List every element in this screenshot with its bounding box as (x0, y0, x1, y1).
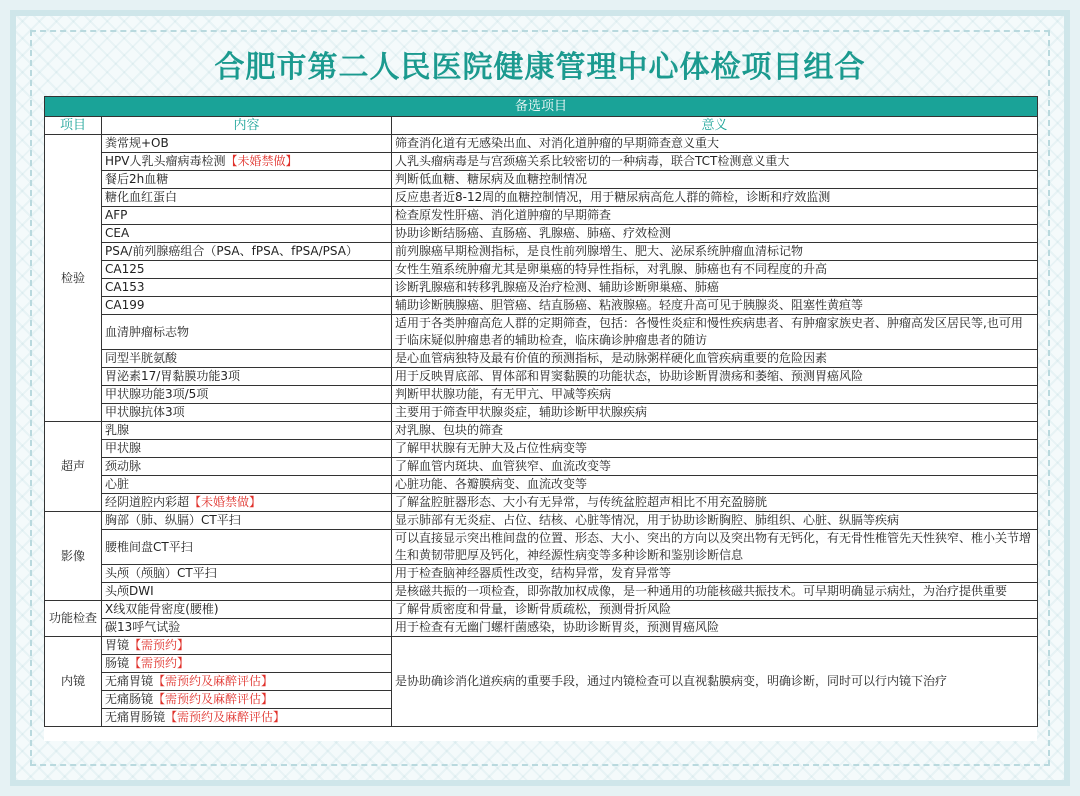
content-cell (102, 583, 392, 601)
table-row (45, 368, 1038, 386)
page-title: 合肥市第二人民医院健康管理中心体检项目组合 (214, 50, 866, 85)
item-name: 乳腺 (105, 423, 130, 437)
content-cell (102, 368, 392, 386)
category-cell: 检验 (45, 135, 102, 422)
item-name: AFP (105, 208, 128, 222)
meaning-cell: 对乳腺、包块的筛查 (392, 422, 1038, 440)
meaning-cell: 用于检查有无幽门螺杆菌感染，协助诊断胃炎，预测胃癌风险 (392, 619, 1038, 637)
meaning-cell: 了解甲状腺有无肿大及占位性病变等 (392, 440, 1038, 458)
table-row (45, 583, 1038, 601)
item-name: 碳13呼气试验 (105, 620, 181, 634)
table-row (45, 297, 1038, 315)
column-header-meaning: 意义 (392, 117, 1038, 135)
table-row (45, 189, 1038, 207)
table-row (45, 619, 1038, 637)
item-name: 头颅（颅脑）CT平扫 (105, 566, 217, 580)
item-name: 胸部（肺、纵膈）CT平扫 (105, 513, 241, 527)
meaning-cell: 主要用于筛查甲状腺炎症，辅助诊断甲状腺疾病 (392, 404, 1038, 422)
item-name: 无痛胃镜 (105, 674, 154, 688)
table-row (45, 315, 1038, 350)
table-row (45, 601, 1038, 619)
table-row (45, 207, 1038, 225)
content-cell (102, 171, 392, 189)
table-row (45, 153, 1038, 171)
item-name: 甲状腺功能3项/5项 (105, 387, 209, 401)
item-name: 肠镜 (105, 656, 130, 670)
table-row (45, 171, 1038, 189)
item-note: 【未婚禁做】 (189, 495, 262, 509)
meaning-cell: 判断甲状腺功能，有无甲亢、甲减等疾病 (392, 386, 1038, 404)
item-name: CA153 (105, 280, 145, 294)
content-cell (102, 243, 392, 261)
meaning-cell: 协助诊断结肠癌、直肠癌、乳腺癌、肺癌、疗效检测 (392, 225, 1038, 243)
item-name: 血清肿瘤标志物 (105, 324, 190, 339)
item-note: 【未婚禁做】 (225, 154, 298, 168)
item-name: CA199 (105, 298, 145, 312)
content-cell (102, 135, 392, 153)
item-name: 无痛肠镜 (105, 692, 154, 706)
meaning-cell: 了解血管内斑块、血管狭窄、血流改变等 (392, 458, 1038, 476)
content-cell (102, 494, 392, 512)
item-name: 胃镜 (105, 638, 130, 652)
meaning-cell: 可以直接显示突出椎间盘的位置、形态、大小、突出的方向以及突出物有无钙化，有无骨性椎管先天性狭窄、椎小关节增生和黄韧带肥厚及钙化，神经源性病变等多种诊断和鉴别诊断信息 (392, 530, 1038, 565)
content-cell (102, 350, 392, 368)
meaning-cell: 反应患者近8-12周的血糖控制情况，用于糖尿病高危人群的筛检，诊断和疗效监测 (392, 189, 1038, 207)
table-row (45, 422, 1038, 440)
content-cell (102, 637, 392, 655)
content-cell (102, 207, 392, 225)
item-note: 【需预约及麻醉评估】 (165, 710, 286, 724)
content-cell (102, 315, 392, 350)
table-row (45, 512, 1038, 530)
meaning-cell: 了解骨质密度和骨量，诊断骨质疏松，预测骨折风险 (392, 601, 1038, 619)
meaning-cell: 筛查消化道有无感染出血、对消化道肿瘤的早期筛查意义重大 (392, 135, 1038, 153)
item-name: PSA/前列腺癌组合（PSA、fPSA、fPSA/PSA） (105, 244, 358, 258)
item-name: CEA (105, 226, 130, 240)
item-name: X线双能骨密度(腰椎) (105, 602, 219, 616)
meaning-cell: 诊断乳腺癌和转移乳腺癌及治疗检测、辅助诊断卵巢癌、肺癌 (392, 279, 1038, 297)
content-cell (102, 476, 392, 494)
content-cell (102, 709, 392, 727)
item-note: 【需预约】 (129, 638, 190, 652)
content-cell (102, 619, 392, 637)
table-row (45, 440, 1038, 458)
table-row (45, 279, 1038, 297)
meaning-cell: 显示肺部有无炎症、占位、结核、心脏等情况，用于协助诊断胸腔、肺组织、心脏、纵膈等疾病 (392, 512, 1038, 530)
item-name: 同型半胱氨酸 (105, 351, 178, 365)
item-name: 甲状腺 (105, 441, 142, 455)
exam-items-table (44, 96, 1038, 727)
section-header: 备选项目 (45, 97, 1038, 117)
item-name: 颈动脉 (105, 459, 142, 473)
meaning-cell: 是核磁共振的一项检查，即弥散加权成像，是一种通用的功能核磁共振技术。可早期明确显示病灶，为治疗提供重要 (392, 583, 1038, 601)
item-name: CA125 (105, 262, 145, 276)
table-row (45, 404, 1038, 422)
item-note: 【需预约及麻醉评估】 (153, 692, 274, 706)
category-cell: 内镜 (45, 637, 102, 727)
item-name: 头颅DWI (105, 584, 154, 598)
content-cell (102, 279, 392, 297)
meaning-cell: 是心血管病独特及最有价值的预测指标，是动脉粥样硬化血管疾病重要的危险因素 (392, 350, 1038, 368)
table-row (45, 494, 1038, 512)
content-cell (102, 673, 392, 691)
content-cell (102, 189, 392, 207)
content-cell (102, 440, 392, 458)
table-row (45, 135, 1038, 153)
exam-table-sheet (44, 96, 1037, 741)
item-name: 餐后2h血糖 (105, 172, 169, 186)
category-cell: 超声 (45, 422, 102, 512)
item-name: 糖化血红蛋白 (105, 190, 178, 204)
content-cell (102, 655, 392, 673)
column-header-content: 内容 (102, 117, 392, 135)
table-row (45, 386, 1038, 404)
item-name: 胃泌素17/胃黏膜功能3项 (105, 369, 240, 383)
meaning-cell: 辅助诊断胰腺癌、胆管癌、结直肠癌、粘液腺癌。轻度升高可见于胰腺炎、阻塞性黄疸等 (392, 297, 1038, 315)
content-cell (102, 530, 392, 565)
content-cell (102, 691, 392, 709)
table-row (45, 350, 1038, 368)
content-cell (102, 458, 392, 476)
section-header-row (45, 97, 1038, 117)
content-cell (102, 225, 392, 243)
item-name: 粪常规+OB (105, 136, 169, 150)
content-cell (102, 153, 392, 171)
table-body (45, 135, 1038, 727)
content-cell (102, 512, 392, 530)
item-name: 无痛胃肠镜 (105, 710, 166, 724)
meaning-cell: 女性生殖系统肿瘤尤其是卵巢癌的特异性指标，对乳腺、肺癌也有不同程度的升高 (392, 261, 1038, 279)
item-name: 经阴道腔内彩超 (105, 495, 190, 509)
table-row (45, 243, 1038, 261)
content-cell (102, 297, 392, 315)
item-note: 【需预约及麻醉评估】 (153, 674, 274, 688)
meaning-cell: 用于检查脑神经器质性改变，结构异常，发育异常等 (392, 565, 1038, 583)
item-name: 心脏 (105, 477, 130, 491)
meaning-cell: 判断低血糖、糖尿病及血糖控制情况 (392, 171, 1038, 189)
content-cell (102, 422, 392, 440)
category-cell: 影像 (45, 512, 102, 601)
meaning-cell: 心脏功能、各瓣膜病变、血流改变等 (392, 476, 1038, 494)
table-row (45, 225, 1038, 243)
column-header-row (45, 117, 1038, 135)
table-row (45, 530, 1038, 565)
meaning-cell: 人乳头瘤病毒是与宫颈癌关系比较密切的一种病毒，联合TCT检测意义重大 (392, 153, 1038, 171)
content-cell (102, 404, 392, 422)
category-cell: 功能检查 (45, 601, 102, 637)
item-name: HPV人乳头瘤病毒检测 (105, 154, 226, 168)
column-header-category: 项目 (45, 117, 102, 135)
table-row (45, 261, 1038, 279)
meaning-cell: 前列腺癌早期检测指标，是良性前列腺增生、肥大、泌尿系统肿瘤血清标记物 (392, 243, 1038, 261)
content-cell (102, 261, 392, 279)
content-cell (102, 601, 392, 619)
meaning-cell: 适用于各类肿瘤高危人群的定期筛查，包括：各慢性炎症和慢性疾病患者、有肿瘤家族史者、肿瘤高发区居民等,也可用于临床疑似肿瘤患者的辅助检查，临床确诊肿瘤患者的随访 (392, 315, 1038, 350)
item-name: 甲状腺抗体3项 (105, 405, 185, 419)
table-row (45, 458, 1038, 476)
item-name: 腰椎间盘CT平扫 (105, 539, 193, 554)
meaning-cell: 了解盆腔脏器形态、大小有无异常，与传统盆腔超声相比不用充盈膀胱 (392, 494, 1038, 512)
content-cell (102, 386, 392, 404)
meaning-cell: 是协助确诊消化道疾病的重要手段，通过内镜检查可以直视黏膜病变，明确诊断，同时可以行内镜下治疗 (392, 637, 1038, 727)
meaning-cell: 用于反映胃底部、胃体部和胃窦黏膜的功能状态，协助诊断胃溃疡和萎缩、预测胃癌风险 (392, 368, 1038, 386)
table-row (45, 565, 1038, 583)
table-row (45, 476, 1038, 494)
item-note: 【需预约】 (129, 656, 190, 670)
meaning-cell: 检查原发性肝癌、消化道肿瘤的早期筛查 (392, 207, 1038, 225)
table-row (45, 637, 1038, 655)
content-cell (102, 565, 392, 583)
